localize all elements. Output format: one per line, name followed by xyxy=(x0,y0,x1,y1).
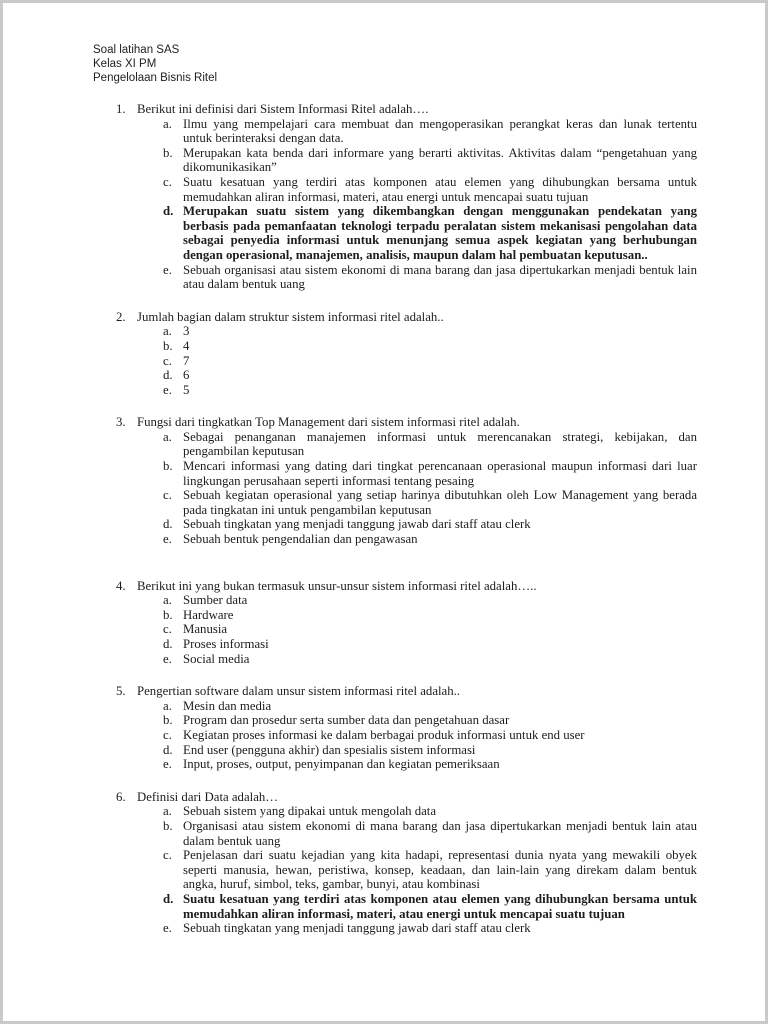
question xyxy=(116,684,697,772)
question-text: Berikut ini yang bukan termasuk unsur-unsur sistem informasi ritel adalah….. xyxy=(137,578,537,593)
answer-option xyxy=(163,532,697,547)
document-header xyxy=(93,43,697,85)
option-text: Sebuah tingkatan yang menjadi tanggung jawab dari staff atau clerk xyxy=(183,517,531,532)
question-text: Jumlah bagian dalam struktur sistem informasi ritel adalah.. xyxy=(137,309,444,324)
answer-option xyxy=(163,368,697,383)
option-letter: a. xyxy=(163,593,172,608)
question-text: Pengertian software dalam unsur sistem informasi ritel adalah.. xyxy=(137,684,461,699)
option-letter: d. xyxy=(163,368,173,383)
option-letter: b. xyxy=(163,145,173,160)
answer-option xyxy=(163,517,697,532)
option-letter: c. xyxy=(163,848,172,863)
answer-option xyxy=(163,383,697,398)
option-text: Kegiatan proses informasi ke dalam berbagai produk informasi untuk end user xyxy=(183,727,585,742)
option-text: Hardware xyxy=(183,607,234,622)
option-text: Sebuah organisasi atau sistem ekonomi di mana barang dan jasa dipertukarkan menjadi bentuk lain atau dalam bentuk uang xyxy=(183,262,697,292)
question-head xyxy=(116,790,697,805)
option-list xyxy=(116,593,697,666)
option-text: Sebuah sistem yang dipakai untuk mengolah data xyxy=(183,804,437,819)
question xyxy=(116,790,697,936)
option-letter: c. xyxy=(163,488,172,503)
question xyxy=(116,415,697,546)
question-text: Definisi dari Data adalah… xyxy=(137,789,279,804)
question-head xyxy=(116,579,697,594)
option-text: Mencari informasi yang dating dari tingkat perencanaan operasional maupun informasi dari luar lingkungan perusahaan seperti informasi tentang pesaing xyxy=(183,459,697,488)
question-head xyxy=(116,310,697,325)
question-number: 4. xyxy=(116,578,126,593)
option-text: Organisasi atau sistem ekonomi di mana barang dan jasa dipertukarkan menjadi bentuk lain atau dalam bentuk uang xyxy=(183,818,697,848)
option-letter: a. xyxy=(163,804,172,819)
option-list xyxy=(116,804,697,935)
option-text: 6 xyxy=(183,368,190,383)
question-number: 2. xyxy=(116,309,126,324)
header-line-title: Soal latihan SAS xyxy=(93,44,180,56)
option-letter: c. xyxy=(163,174,172,189)
option-text: Sebagai penanganan manajemen informasi untuk merencanakan strategi, kebijakan, dan pengambilan keputusan xyxy=(183,429,697,459)
question-head xyxy=(116,102,697,117)
question-number: 1. xyxy=(116,102,126,116)
answer-option xyxy=(163,175,697,204)
option-text: Sebuah bentuk pengendalian dan pengawasan xyxy=(183,532,418,547)
option-text: Proses informasi xyxy=(183,637,269,651)
answer-option xyxy=(163,593,697,608)
option-letter: a. xyxy=(163,429,172,444)
option-letter: e. xyxy=(163,262,172,277)
answer-option xyxy=(163,699,697,714)
option-letter: b. xyxy=(163,338,173,353)
option-text: Sebuah kegiatan operasional yang setiap harinya dibutuhkan oleh Low Management yang berada pada tingkatan ini untuk pengambilan keputusan xyxy=(183,488,697,517)
answer-option xyxy=(163,757,697,772)
header-line-subject: Pengelolaan Bisnis Ritel xyxy=(93,72,218,84)
option-letter: b. xyxy=(163,607,173,622)
answer-option xyxy=(163,637,697,652)
question xyxy=(116,579,697,667)
option-letter: a. xyxy=(163,324,172,339)
option-letter: a. xyxy=(163,116,172,131)
option-list xyxy=(116,430,697,547)
option-letter: e. xyxy=(163,651,172,666)
option-text: Manusia xyxy=(183,622,228,637)
answer-option xyxy=(163,713,697,728)
answer-option xyxy=(163,117,697,146)
option-letter: e. xyxy=(163,921,172,936)
question-text: Berikut ini definisi dari Sistem Informasi Ritel adalah…. xyxy=(137,102,429,116)
option-letter: d. xyxy=(163,637,173,651)
answer-option xyxy=(163,804,697,819)
question-text: Fungsi dari tingkatkan Top Management dari sistem informasi ritel adalah. xyxy=(137,415,520,430)
option-letter: b. xyxy=(163,818,173,833)
option-text: Mesin dan media xyxy=(183,698,272,713)
question xyxy=(116,310,697,398)
option-letter: d. xyxy=(163,204,174,219)
question-number: 5. xyxy=(116,684,126,699)
question-list xyxy=(93,102,697,936)
option-letter: b. xyxy=(163,459,173,474)
option-letter: b. xyxy=(163,713,173,728)
answer-option xyxy=(163,459,697,488)
document-page xyxy=(3,3,765,1021)
option-text: 3 xyxy=(183,324,190,339)
option-letter: d. xyxy=(163,891,174,906)
answer-option xyxy=(163,339,697,354)
option-letter: c. xyxy=(163,727,172,742)
question-number: 6. xyxy=(116,789,126,804)
option-text: Merupakan kata benda dari informare yang berarti aktivitas. Aktivitas dalam “pengetahuan yang dikomunikasikan” xyxy=(183,145,697,175)
option-text: Sebuah tingkatan yang menjadi tanggung jawab dari staff atau clerk xyxy=(183,921,531,936)
option-list xyxy=(116,117,697,292)
answer-option xyxy=(163,430,697,459)
answer-option xyxy=(163,263,697,292)
option-text: Sumber data xyxy=(183,593,248,608)
option-text: Social media xyxy=(183,651,250,666)
option-text: Suatu kesatuan yang terdiri atas komponen atau elemen yang dihubungkan bersama untuk memudahkan aliran informasi, materi, atau energi untuk mencapai suatu tujuan xyxy=(183,174,697,204)
header-line-class: Kelas XI PM xyxy=(93,58,157,70)
answer-option xyxy=(163,819,697,848)
answer-option xyxy=(163,892,697,921)
option-letter: c. xyxy=(163,622,172,637)
answer-option xyxy=(163,622,697,637)
option-text: 5 xyxy=(183,382,190,397)
question-head xyxy=(116,415,697,430)
option-letter: d. xyxy=(163,517,173,532)
answer-option xyxy=(163,354,697,369)
answer-option xyxy=(163,652,697,667)
option-list xyxy=(116,324,697,397)
option-text: End user (pengguna akhir) dan spesialis sistem informasi xyxy=(183,742,476,757)
option-letter: c. xyxy=(163,353,172,368)
answer-option xyxy=(163,743,697,758)
option-text: 4 xyxy=(183,338,190,353)
option-letter: e. xyxy=(163,382,172,397)
option-text: 7 xyxy=(183,353,190,368)
option-text: Suatu kesatuan yang terdiri atas komponen atau elemen yang dihubungkan bersama untuk memudahkan aliran informasi, materi, atau energi untuk mencapai suatu tujuan xyxy=(183,891,697,921)
option-list xyxy=(116,699,697,772)
question-head xyxy=(116,684,697,699)
option-text: Ilmu yang mempelajari cara membuat dan mengoperasikan perangkat keras dan lunak tertentu untuk berinteraksi dengan data. xyxy=(183,116,697,146)
answer-option xyxy=(163,324,697,339)
option-letter: a. xyxy=(163,698,172,713)
option-text: Program dan prosedur serta sumber data dan pengetahuan dasar xyxy=(183,713,510,728)
option-letter: d. xyxy=(163,742,173,757)
option-text: Merupakan suatu sistem yang dikembangkan dengan menggunakan pendekatan yang berbasis pada pemanfaatan teknologi terpadu peralatan sistem mekanisasi pengolahan data sebagai penyedia informasi untuk menunjang semua aspek kegiatan yang berhubungan dengan operasional, manajemen, analisis, maupun dalam hal pembuatan keputusan.. xyxy=(183,204,697,262)
option-letter: e. xyxy=(163,532,172,547)
question-number: 3. xyxy=(116,415,126,430)
answer-option xyxy=(163,204,697,262)
answer-option xyxy=(163,728,697,743)
answer-option xyxy=(163,608,697,623)
answer-option xyxy=(163,921,697,936)
option-letter: e. xyxy=(163,757,172,772)
option-text: Input, proses, output, penyimpanan dan kegiatan pemeriksaan xyxy=(183,757,500,772)
answer-option xyxy=(163,488,697,517)
question xyxy=(116,102,697,292)
option-text: Penjelasan dari suatu kejadian yang kita hadapi, representasi dunia nyata yang mewakili obyek seperti manusia, hewan, peristiwa, konsep, keadaan, dan lain-lain yang direkam dalam bentuk angka, huruf, simbol, teks, gambar, bunyi, atau kombinasi xyxy=(183,848,697,892)
answer-option xyxy=(163,848,697,892)
answer-option xyxy=(163,146,697,175)
